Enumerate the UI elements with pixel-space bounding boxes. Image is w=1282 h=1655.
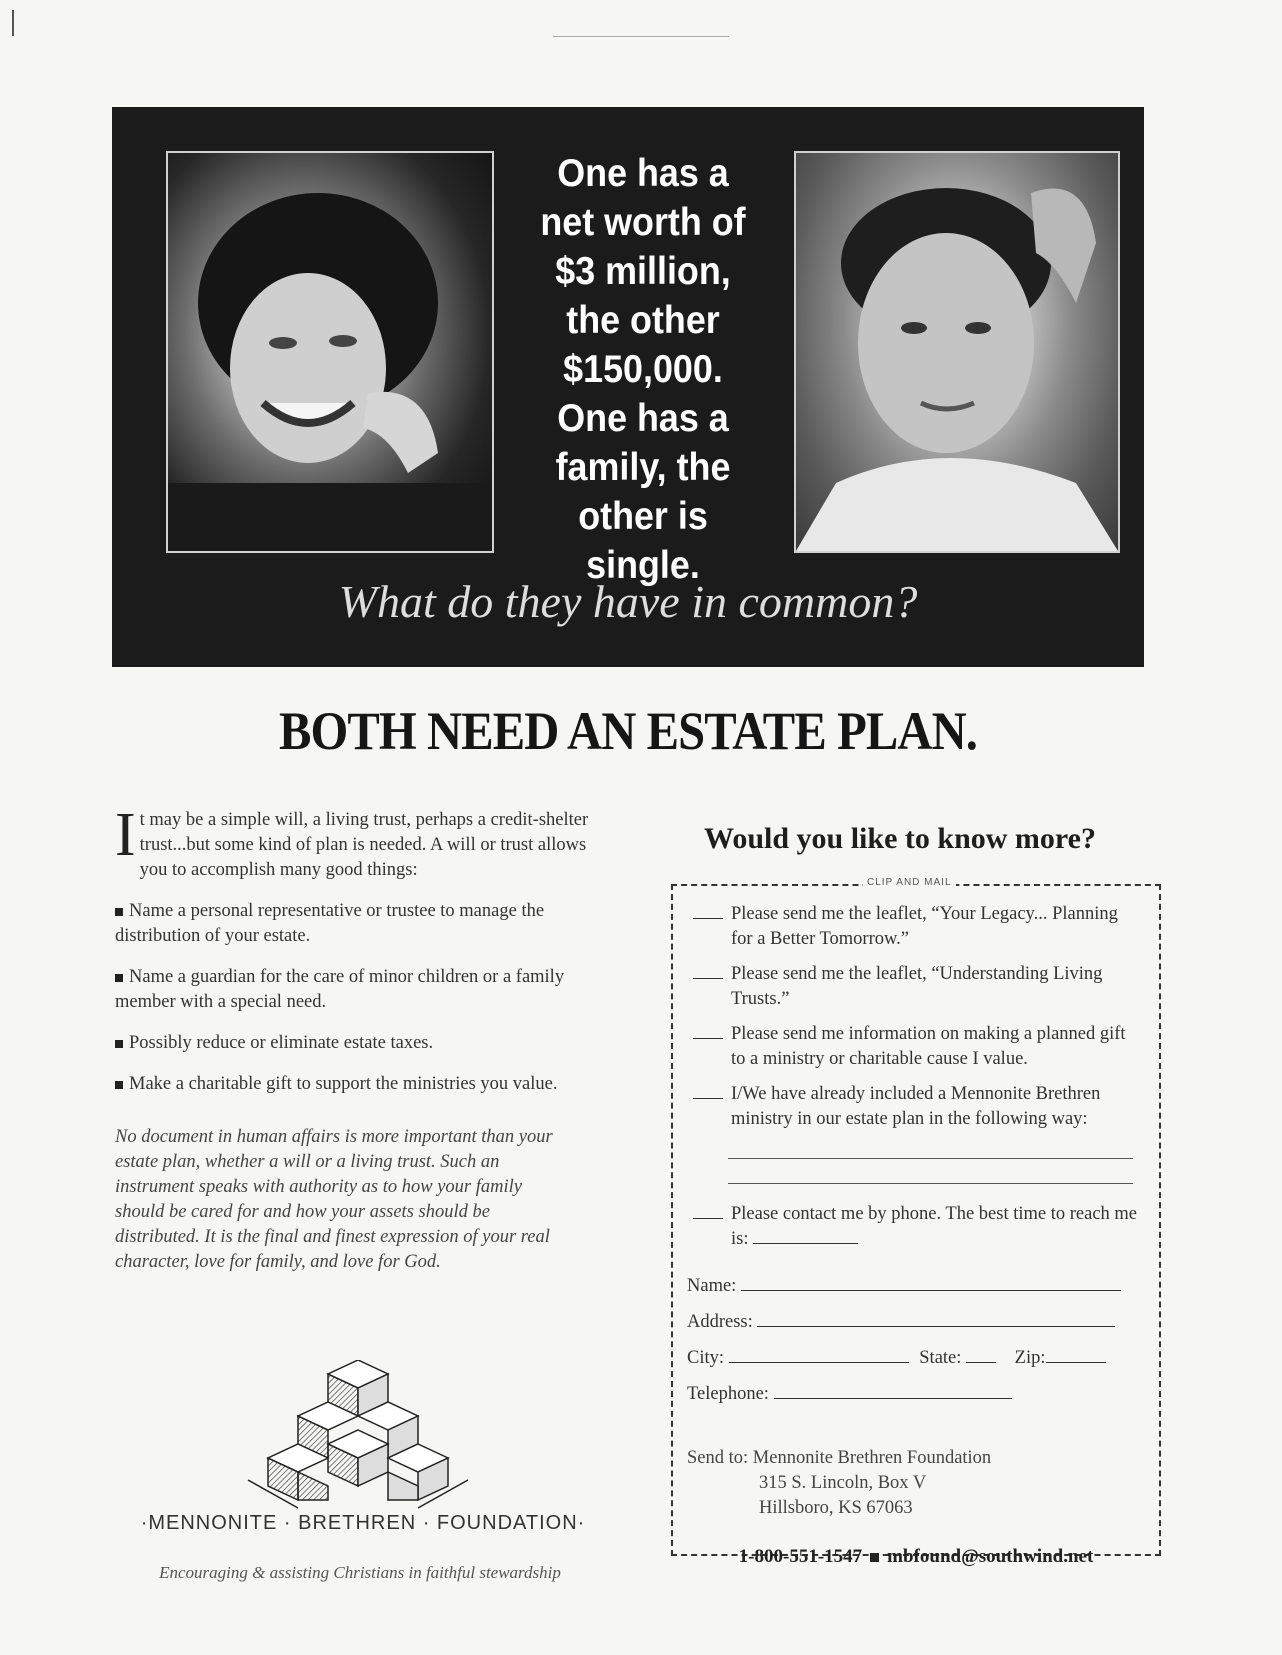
body-column	[115, 801, 605, 1275]
checkbox-blank[interactable]	[693, 1218, 723, 1219]
square-bullet-icon	[115, 1081, 123, 1089]
option-already-included[interactable]	[693, 1082, 1143, 1132]
square-separator-icon	[870, 1553, 879, 1562]
name-row	[687, 1274, 1121, 1297]
headline	[522, 149, 763, 590]
checkbox-blank[interactable]	[693, 978, 723, 979]
intro-text: t may be a simple will, a living trust, perhaps a credit-shelter trust...but some kind of plan is needed. A will or trust allows you to accomplish many good things:	[139, 810, 589, 880]
square-bullet-icon	[115, 974, 123, 982]
name-label: Name:	[687, 1276, 737, 1296]
tagline: Encouraging & assisting Christians in faithful stewardship	[159, 1563, 561, 1582]
telephone-label: Telephone:	[687, 1384, 769, 1404]
top-rule	[553, 36, 729, 37]
option-text: I/We have already included a Mennonite Brethren ministry in our estate plan in the following way:	[731, 1084, 1101, 1129]
send-to-line: Hillsboro, KS 67063	[759, 1498, 913, 1518]
option-text: Please send me the leaflet, “Understanding Living Trusts.”	[731, 964, 1103, 1009]
clip-and-mail-coupon	[671, 877, 1161, 1567]
benefit-list	[115, 899, 605, 1097]
address-row	[687, 1310, 1115, 1333]
zip-field[interactable]	[1046, 1346, 1106, 1363]
hero-banner	[112, 107, 1144, 667]
state-label: State:	[919, 1348, 962, 1368]
telephone-field[interactable]	[774, 1382, 1012, 1399]
headline-line: $150,000.	[563, 348, 723, 391]
option-text-content: Please contact me by phone. The best time to reach me is:	[731, 1204, 1138, 1249]
banner-question: What do they have in common?	[338, 576, 918, 627]
send-to-address	[687, 1446, 991, 1521]
address-field[interactable]	[757, 1310, 1115, 1327]
list-item	[115, 965, 605, 1015]
headline-line: net worth of	[540, 201, 746, 244]
foundation-logo	[128, 1360, 598, 1550]
headline-line: other is single.	[578, 495, 708, 587]
man-photo	[794, 151, 1120, 553]
option-text: Please send me the leaflet, “Your Legacy... Planning for a Better Tomorrow.”	[731, 904, 1118, 949]
email-link[interactable]: mbfound@southwind.net	[887, 1546, 1094, 1567]
list-item-text: Name a guardian for the care of minor children or a family member with a special need.	[115, 967, 565, 1012]
city-field[interactable]	[729, 1346, 909, 1363]
send-to-line: 315 S. Lincoln, Box V	[759, 1473, 927, 1493]
name-field[interactable]	[741, 1274, 1121, 1291]
headline-line: One has a	[557, 397, 729, 440]
option-text: Please send me information on making a planned gift to a ministry or charitable cause I value.	[731, 1024, 1126, 1069]
list-item-text: Possibly reduce or eliminate estate taxes.	[129, 1033, 434, 1053]
telephone-row	[687, 1382, 1012, 1405]
best-time-field[interactable]	[753, 1227, 858, 1244]
page-title: BOTH NEED AN ESTATE PLAN.	[278, 701, 978, 761]
checkbox-blank[interactable]	[693, 1038, 723, 1039]
square-bullet-icon	[115, 1040, 123, 1048]
headline-line: family, the	[555, 446, 731, 489]
list-item	[115, 899, 605, 949]
man-portrait-icon	[796, 153, 1118, 551]
send-to-line: Mennonite Brethren Foundation	[752, 1448, 992, 1468]
headline-line: One has a	[557, 152, 729, 195]
checkbox-blank[interactable]	[693, 918, 723, 919]
checkbox-blank[interactable]	[693, 1098, 723, 1099]
address-label: Address:	[687, 1312, 753, 1332]
intro-paragraph	[115, 801, 605, 883]
list-item-text: Name a personal representative or trustee to manage the distribution of your estate.	[115, 901, 545, 946]
clip-and-mail-label: CLIP AND MAIL	[863, 877, 956, 888]
option-text	[731, 1202, 1141, 1252]
foundation-name: ·MENNONITE · BRETHREN · FOUNDATION·	[140, 1512, 586, 1534]
stacked-cubes-logo-icon	[238, 1360, 478, 1510]
coupon-title: Would you like to know more?	[703, 822, 1096, 855]
send-to-label: Send to:	[687, 1448, 749, 1468]
option-living-trusts-leaflet[interactable]	[693, 962, 1143, 1012]
list-item-text: Make a charitable gift to support the ministries you value.	[129, 1074, 558, 1094]
city-row	[687, 1346, 1106, 1369]
city-label: City:	[687, 1348, 725, 1368]
woman-portrait-icon	[168, 153, 492, 551]
margin-mark	[12, 10, 14, 36]
contact-line	[673, 1546, 1159, 1568]
quote-paragraph: No document in human affairs is more important than your estate plan, whether a will or a living trust. Such an instrument speaks with authority as to how your family should be cared for and how your assets should be distributed. It is the final and finest expression of your real character, love for family, and love for God.	[115, 1127, 553, 1272]
option-contact-by-phone[interactable]	[693, 1202, 1143, 1252]
square-bullet-icon	[115, 908, 123, 916]
headline-line: the other	[566, 299, 720, 342]
list-item	[115, 1031, 605, 1056]
option-legacy-leaflet[interactable]	[693, 902, 1143, 952]
woman-photo	[166, 151, 494, 553]
option-planned-gift-info[interactable]	[693, 1022, 1143, 1072]
headline-line: $3 million,	[555, 250, 731, 293]
phone-number[interactable]: 1-800-551-1547	[738, 1546, 863, 1567]
zip-label: Zip:	[1014, 1348, 1046, 1368]
list-item	[115, 1072, 605, 1097]
estate-plan-way-line-1[interactable]	[728, 1158, 1133, 1159]
drop-cap: I	[115, 801, 136, 869]
estate-plan-way-line-2[interactable]	[728, 1183, 1133, 1184]
state-field[interactable]	[966, 1346, 996, 1363]
